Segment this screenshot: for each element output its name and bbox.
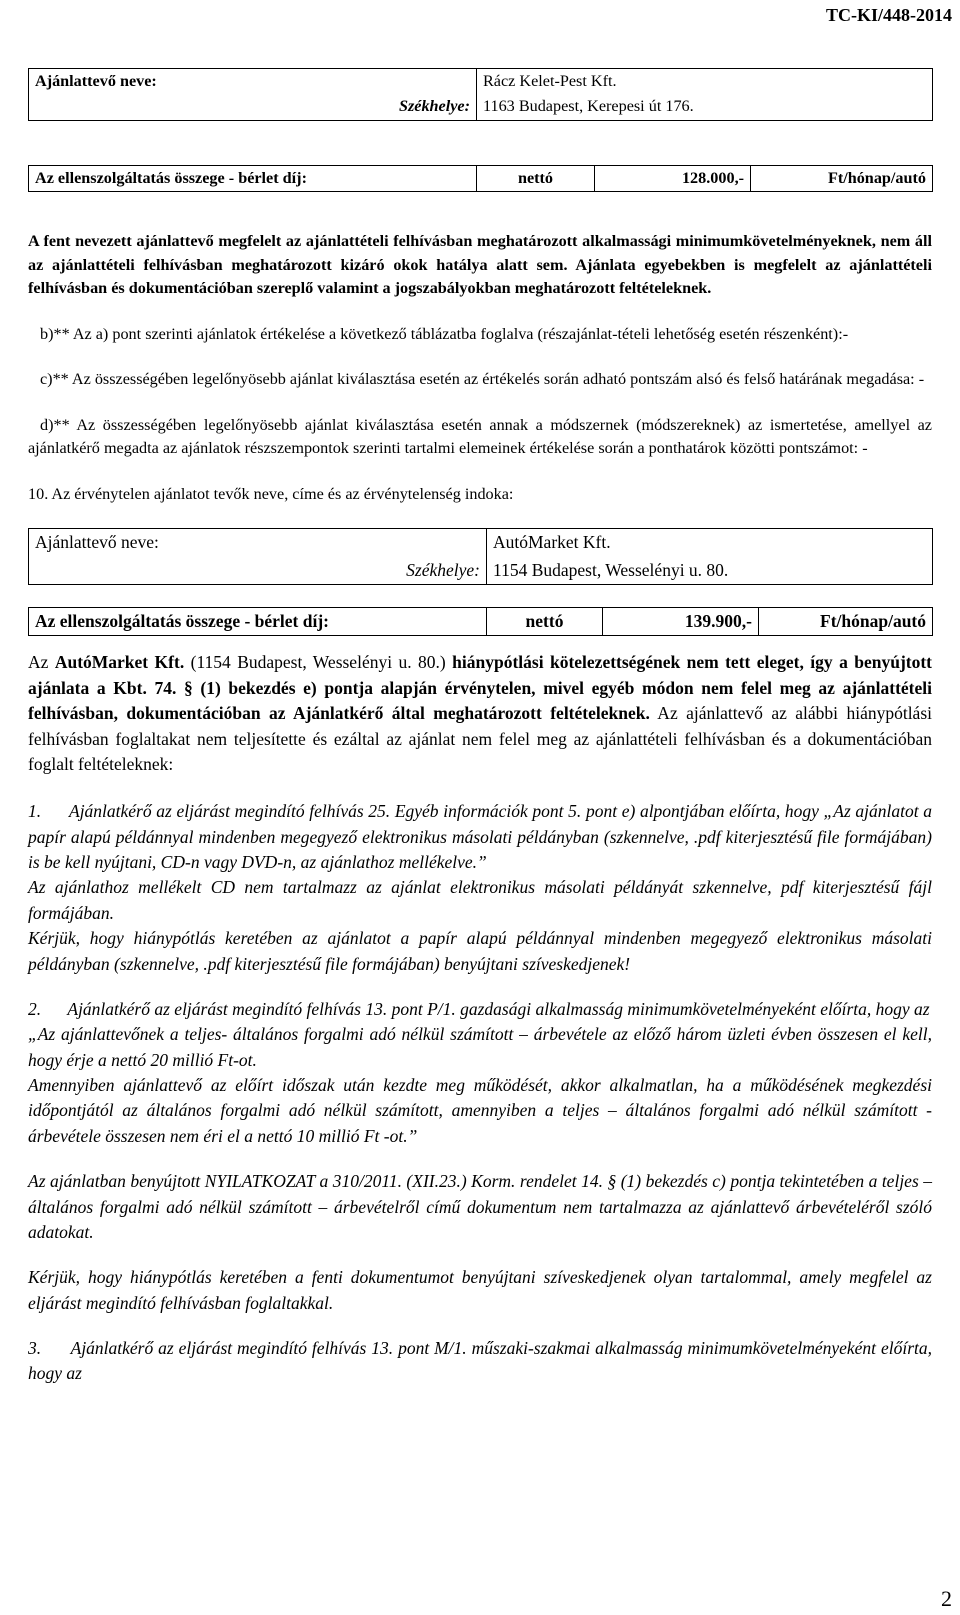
bidder2-seat-label: Székhelye:	[29, 557, 487, 585]
deficiency-item-2	[28, 997, 932, 1316]
bidder1-seat-label: Székhelye:	[29, 94, 477, 120]
bidder1-name: Rácz Kelet-Pest Kft.	[477, 69, 933, 95]
document-reference: TC-KI/448-2014	[826, 5, 952, 25]
bidder2-fee-label: Az ellenszolgáltatás összege - bérlet díj:	[29, 608, 487, 636]
bidder2-unit: Ft/hónap/autó	[759, 608, 933, 636]
bidder2-amount: 139.900,-	[603, 608, 759, 636]
item2-quote-cont: Amennyiben ajánlattevő az előírt időszak után kezdte meg működését, akkor alkalmatlan, ha a működésének megkezdési időpontjától az általános forgalmi adó nélkül számított, amennyiben a teljes – általános forgalmi adó nélkül számított - árbevétele összesen nem éri el a nettó 10 millió Ft -ot.”	[28, 1075, 932, 1146]
bidder1-fee-label: Az ellenszolgáltatás összege - bérlet díj:	[29, 165, 477, 191]
bidder2-name-label: Ajánlattevő neve:	[29, 529, 487, 557]
item2-finding: Az ajánlatban benyújtott NYILATKOZAT a 310/2011. (XII.23.) Korm. rendelet 14. § (1) bekezdés c) pontja tekintetében a teljes – általános forgalmi adó nélkül számított – árbevételről című dokumentum nem tartalmazza az ajánlattevő árbevételéről szóló adatokat.	[28, 1171, 932, 1242]
document-body	[28, 68, 932, 1387]
item2-requirement: 2. Ajánlatkérő az eljárást megindító felhívás 13. pont P/1. gazdasági alkalmasság minimumkövetelményeként előírta, hogy az	[28, 998, 930, 1019]
page-number: 2	[941, 1586, 952, 1612]
invalid-text-1: Az	[28, 652, 55, 673]
invalid-text-5: Az ajánlattevő az alábbi hiánypótlási felhívásban foglaltakat nem teljesítette és ezáltal az ajánlat nem felel meg az ajánlattételi felhívásban és a dokumentációban foglalt feltételeknek:	[28, 703, 932, 774]
invalid-reason: hiánypótlási kötelezettségének nem tett eleget, így a benyújtott ajánlata a Kbt. 74. § (1) bekezdés e) pontja alapján érvénytelen, mivel egyéb módon nem felel meg az ajánlattételi felhívásban, dokumentációban az Ajánlatkérő által meghatározott feltételeknek.	[28, 652, 933, 724]
bidder1-amount: 128.000,-	[595, 165, 751, 191]
item2-request: Kérjük, hogy hiánypótlás keretében a fenti dokumentumot benyújtani szíveskedjenek olyan tartalommal, amely megfelel az eljárást megindító felhívásban foglaltakkal.	[28, 1267, 932, 1313]
valid-bid-paragraph: A fent nevezett ajánlattevő megfelelt az ajánlattételi felhívásban meghatározott alkalmassági minimumkövetelményeknek, nem áll az ajánlattételi felhívásban meghatározott kizáró okok hatálya alatt sem. Ajánlata egyebekben is megfelelt az ajánlattételi felhívásban és dokumentációban szereplő valamint a jogszabályokban meghatározott feltételeknek.	[28, 232, 932, 298]
bidder1-net: nettó	[477, 165, 595, 191]
item1-request: Kérjük, hogy hiánypótlás keretében az ajánlatot a papír alapú példánnyal mindenben megegyező elektronikus másolati példányban (szkennelve, .pdf kiterjesztésű file formájában) benyújtani szíveskedjenek!	[28, 928, 932, 974]
deficiency-item-1	[28, 799, 932, 977]
deficiency-item-3	[28, 1336, 932, 1387]
bidder2-net: nettó	[487, 608, 603, 636]
paragraph-d: d)** Az összességében legelőnyösebb ajánlat kiválasztása esetén annak a módszernek (módszereknek) az ismertetése, amellyel az ajánlatkérő megadta az ajánlatok részszempontok szerinti tartalmi elemeinek értékelése során a ponthatárok közötti pontszámot: -	[28, 415, 932, 458]
bidder1-fee-table	[28, 165, 933, 192]
section-10-heading: 10. Az érvénytelen ajánlatot tevők neve, címe és az érvénytelenség indoka:	[28, 484, 514, 503]
bidder1-unit: Ft/hónap/autó	[751, 165, 933, 191]
bidder2-seat: 1154 Budapest, Wesselényi u. 80.	[487, 557, 933, 585]
bidder2-fee-table	[28, 607, 933, 636]
invalid-bid-paragraph	[28, 650, 932, 777]
item1-requirement: 1. Ajánlatkérő az eljárást megindító felhívás 25. Egyéb információk pont 5. pont e) alpontjában előírta, hogy „Az ajánlatot a papír alapú példánnyal mindenben megegyező elektronikus másolati példányban (szkennelve, .pdf kiterjesztésű file formájában) is be kell nyújtani, CD-n vagy DVD-n, az ajánlathoz mellékelve.”	[28, 801, 932, 873]
paragraph-c: c)** Az összességében legelőnyösebb ajánlat kiválasztása esetén az értékelés során adható pontszám alsó és felső határának megadása: -	[40, 370, 925, 389]
paragraph-b: b)** Az a) pont szerinti ajánlatok értékelése a következő táblázatba foglalva (részajánlat-tételi lehetőség esetén részenként):-	[40, 324, 849, 343]
bidder2-table	[28, 528, 933, 585]
bidder1-seat: 1163 Budapest, Kerepesi út 176.	[477, 94, 933, 120]
item3-requirement: 3. Ajánlatkérő az eljárást megindító felhívás 13. pont M/1. műszaki-szakmai alkalmasság minimumkövetelményeként előírta, hogy az	[28, 1338, 932, 1384]
item2-quote: „Az ajánlattevőnek a teljes- általános forgalmi adó nélkül számított – árbevétele az előző három üzleti évben összesen el kell, hogy érje a nettó 20 millió Ft-ot.	[28, 1024, 932, 1070]
item1-finding: Az ajánlathoz mellékelt CD nem tartalmazz az ajánlat elektronikus másolati példányát szkennelve, pdf kiterjesztésű fájl formájában.	[28, 877, 932, 923]
bidder1-table	[28, 68, 933, 121]
bidder2-name: AutóMarket Kft.	[487, 529, 933, 557]
invalid-text-3: (1154 Budapest, Wesselényi u. 80.)	[184, 652, 453, 673]
invalid-company-name: AutóMarket Kft.	[54, 652, 185, 673]
bidder1-name-label: Ajánlattevő neve:	[29, 69, 477, 95]
